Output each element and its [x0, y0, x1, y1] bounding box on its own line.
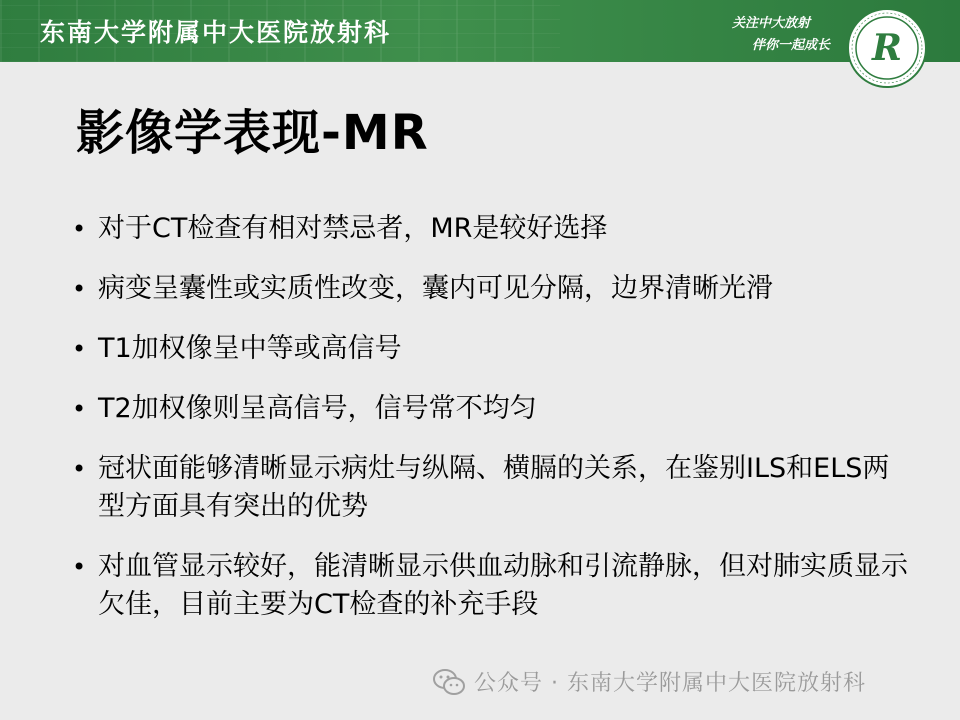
bullet-dot: •	[72, 215, 87, 243]
bullet-item	[72, 390, 912, 428]
bullet-item	[72, 330, 912, 368]
bullet-dot: •	[72, 395, 87, 423]
bullet-item	[72, 210, 912, 248]
slogan-line-2: 伴你一起成长	[751, 38, 830, 53]
bullet-dot: •	[72, 275, 87, 303]
watermark-text: 公众号 · 东南大学附属中大医院放射科	[474, 671, 866, 696]
slide-title: 影像学表现-MR	[76, 105, 429, 161]
bullet-dot: •	[72, 553, 87, 581]
bullet-text: T1加权像呈中等或高信号	[98, 333, 402, 364]
wechat-icon	[432, 667, 466, 697]
bullet-dot: •	[72, 335, 87, 363]
bullet-text: 对于CT检查有相对禁忌者，MR是较好选择	[98, 213, 608, 244]
bullet-list	[72, 210, 912, 646]
bullet-text: 病变呈囊性或实质性改变，囊内可见分隔，边界清晰光滑	[98, 273, 773, 304]
bullet-text: 冠状面能够清晰显示病灶与纵隔、横膈的关系，在鉴别ILS和ELS两型方面具有突出的优势	[98, 453, 890, 522]
bullet-item	[72, 548, 912, 624]
header-banner	[0, 0, 960, 62]
bullet-item	[72, 270, 912, 308]
bullet-text: T2加权像则呈高信号，信号常不均匀	[98, 393, 537, 424]
hospital-logo-icon	[846, 7, 928, 89]
bullet-text: 对血管显示较好，能清晰显示供血动脉和引流静脉，但对肺实质显示欠佳，目前主要为CT检查的补充手段	[98, 551, 908, 620]
bullet-dot: •	[72, 455, 87, 483]
slogan-line-1: 关注中大放射	[731, 16, 810, 31]
watermark	[432, 666, 866, 697]
org-name: 东南大学附属中大医院放射科	[40, 18, 392, 47]
logo-letter: R	[872, 27, 902, 69]
bullet-item	[72, 450, 912, 526]
